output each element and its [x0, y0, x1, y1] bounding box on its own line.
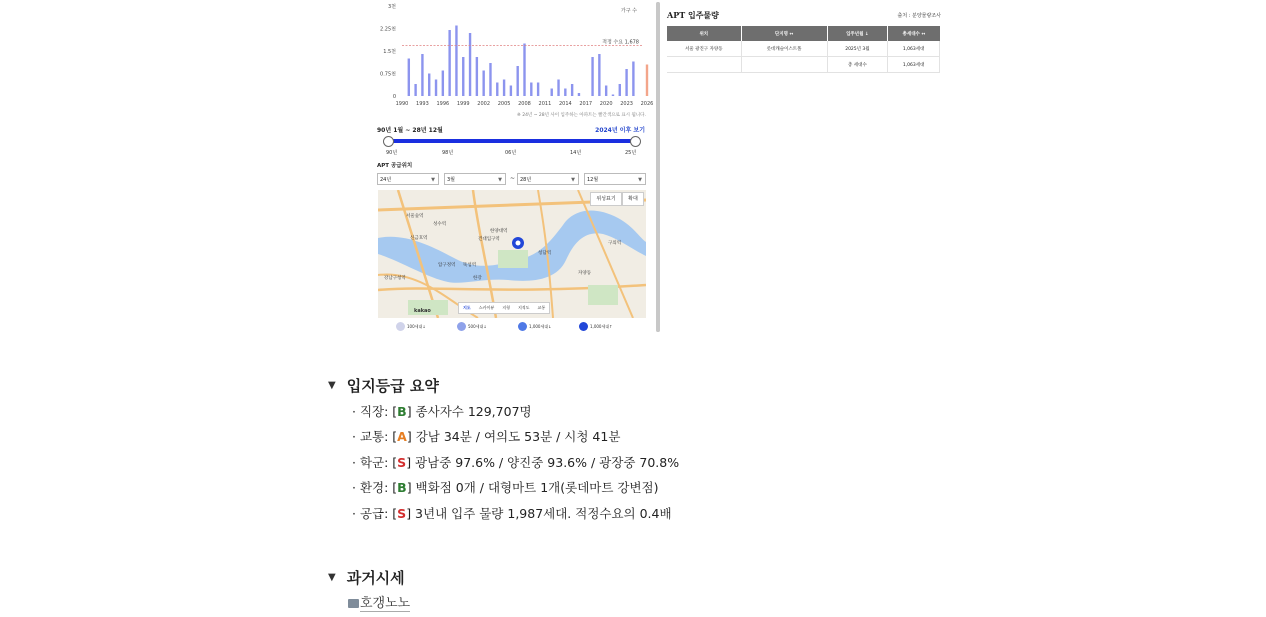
apt-supply-table	[667, 26, 940, 73]
folder-icon	[348, 599, 359, 608]
table-cell	[741, 57, 827, 73]
to-month-value: 12월	[587, 177, 599, 183]
legend-item	[396, 322, 426, 331]
slider-handle-end[interactable]	[630, 136, 641, 147]
bar	[557, 80, 559, 97]
bar	[428, 74, 430, 97]
map-place: 청담역	[538, 251, 552, 256]
bar	[408, 59, 410, 97]
reference-line-label: 적정 수요 1,678	[602, 39, 639, 46]
bar	[435, 80, 437, 97]
bar	[605, 86, 607, 97]
range-tick: 90년	[386, 150, 398, 156]
summary-title: 입지등급 요약	[346, 377, 439, 395]
bar	[612, 95, 614, 97]
summary-prefix: · 교통: [	[352, 429, 398, 444]
bar	[598, 54, 600, 96]
supply-map[interactable]	[378, 190, 646, 318]
table-cell	[667, 57, 741, 73]
map-place: 뚝섬역	[463, 263, 477, 268]
zoom-button[interactable]: 확대	[622, 192, 644, 206]
grade-badge: A	[397, 429, 407, 444]
map-place: 서울숲역	[406, 214, 424, 219]
table-cell: 서울 광진구 자양동	[667, 41, 741, 57]
bar	[578, 93, 580, 96]
to-year-value: 28년	[520, 177, 532, 183]
bar	[523, 44, 525, 97]
hogangnono-link[interactable]	[348, 592, 410, 612]
chevron-down-icon: ▼	[431, 177, 435, 183]
summary-item-work	[352, 402, 532, 420]
x-tick-label: 2026	[640, 101, 654, 107]
summary-section-toggle[interactable]	[328, 375, 439, 396]
legend-label: 1,000세대↑	[590, 323, 613, 329]
supply-bar-chart	[372, 0, 662, 120]
past-price-title: 과거시세	[346, 569, 405, 587]
table-cell: 총 세대수	[827, 57, 888, 73]
tab-traffic[interactable]: 교통	[537, 305, 546, 310]
chevron-down-icon: ▼	[498, 177, 502, 183]
map-place: 강남구청역	[384, 276, 406, 281]
table-row	[667, 41, 940, 57]
y-tick-label: 2.25천	[380, 26, 396, 33]
map-place: 자양동	[578, 271, 592, 276]
x-tick-label: 2005	[497, 101, 511, 107]
past-price-section-toggle[interactable]	[328, 567, 405, 588]
x-tick-label: 2023	[620, 101, 633, 107]
bar	[469, 33, 471, 96]
map-marker-icon	[457, 322, 466, 331]
range-label: 90년 1월 ~ 28년 12월	[377, 127, 443, 134]
from-year-value: 24년	[380, 177, 392, 183]
panel-scrollbar[interactable]	[656, 2, 660, 332]
summary-prefix: · 학군: [	[352, 455, 398, 470]
map-type-tabs	[458, 302, 550, 314]
summary-prefix: · 공급: [	[352, 506, 398, 521]
x-tick-label: 2014	[558, 101, 572, 107]
grade-badge: B	[397, 404, 407, 419]
supply-location-label: APT 공급위치	[377, 163, 413, 169]
legend-label: 100세대↓	[407, 323, 426, 329]
table-row	[667, 57, 940, 73]
year-range-slider[interactable]	[387, 139, 637, 143]
map-marker-icon	[579, 322, 588, 331]
bar	[625, 69, 627, 96]
x-tick-label: 1993	[416, 101, 429, 107]
tab-terrain[interactable]: 지형	[502, 305, 510, 310]
bar	[414, 84, 416, 96]
bar	[482, 71, 484, 97]
summary-text: ] 강남 34분 / 여의도 53분 / 시청 41분	[406, 429, 621, 444]
range-tick: 14년	[570, 150, 582, 156]
summary-item-transport	[352, 427, 620, 445]
apt-source: 출처 : 분양물량조사	[897, 13, 941, 19]
bar	[462, 57, 464, 96]
map-place: 구의역	[608, 241, 622, 246]
col-households[interactable]: 총세대수 ↔	[888, 26, 940, 41]
chevron-down-icon: ▼	[638, 177, 642, 183]
summary-item-school	[352, 453, 679, 471]
grade-badge: S	[397, 506, 407, 521]
bar	[455, 26, 457, 97]
y-tick-label: 0	[392, 94, 396, 100]
legend-label: 500세대↓	[468, 323, 487, 329]
grade-badge: B	[397, 480, 407, 495]
from-month-value: 3월	[447, 177, 456, 183]
bar	[476, 57, 478, 96]
range-tilde: ~	[510, 175, 516, 182]
table-cell: 1,063세대	[888, 41, 940, 57]
legend-item	[579, 322, 613, 331]
x-tick-label: 1990	[395, 101, 409, 107]
bar	[448, 30, 450, 96]
x-tick-label: 1996	[436, 101, 450, 107]
col-complex[interactable]: 단지명 ↔	[741, 26, 827, 41]
col-move-in[interactable]: 입주년월 ↓	[827, 26, 888, 41]
tab-skyview[interactable]: 스카이뷰	[478, 305, 495, 310]
x-tick-label: 2002	[477, 101, 491, 107]
legend-label: 1,000세대↓	[529, 323, 552, 329]
from-year-select[interactable]	[377, 173, 439, 185]
range-tick: 25년	[625, 150, 637, 156]
x-tick-label: 1999	[456, 101, 470, 107]
tab-cadastral[interactable]: 지적도	[517, 305, 530, 310]
map-canvas	[378, 190, 646, 318]
bar	[510, 86, 512, 97]
bar	[530, 83, 532, 97]
bar	[503, 80, 505, 97]
summary-text: ] 종사자수 129,707명	[406, 404, 532, 419]
summary-prefix: · 직장: [	[352, 404, 398, 419]
bar	[537, 83, 539, 97]
map-place: 신금호역	[410, 236, 428, 241]
view-after-2024-link[interactable]: 2024년 이후 보기	[595, 127, 645, 134]
x-tick-label: 2020	[599, 101, 613, 107]
bar	[496, 83, 498, 97]
map-place: 압구정역	[438, 263, 456, 268]
map-place: 건대입구역	[478, 237, 500, 242]
summary-text: ] 3년내 입주 물량 1,987세대. 적정수요의 0.4배	[406, 506, 672, 521]
chart-note: ※ 24년 ~ 28년 사이 입주하는 아파트는 빨간색으로 표시 됩니다.	[517, 113, 646, 118]
y-tick-label: 3천	[387, 4, 396, 10]
summary-item-environment	[352, 478, 659, 496]
x-tick-label: 2008	[518, 101, 531, 107]
legend-item	[457, 322, 487, 331]
table-cell: 2025년 3월	[827, 41, 888, 57]
bar	[619, 84, 621, 96]
tab-map[interactable]: 지도	[463, 305, 471, 310]
bar	[564, 89, 566, 97]
triangle-down-icon[interactable]: ▼	[328, 380, 336, 391]
bar	[551, 89, 553, 97]
col-location: 위치	[667, 26, 741, 41]
map-place: 한양대역	[490, 229, 508, 234]
y-tick-label: 0.75천	[380, 71, 396, 78]
table-cell: 롯데캐슬이스트폴	[741, 41, 827, 57]
map-marker-icon	[396, 322, 405, 331]
bar	[646, 65, 648, 97]
series-label: 가구 수	[620, 8, 637, 14]
range-tick: 06년	[505, 150, 517, 156]
bar	[571, 84, 573, 96]
to-month-select[interactable]	[584, 173, 646, 185]
summary-text: ] 백화점 0개 / 대형마트 1개(롯데마트 강변점)	[406, 480, 659, 495]
x-tick-label: 2011	[538, 101, 552, 107]
from-month-select[interactable]	[444, 173, 506, 185]
x-tick-label: 2017	[579, 101, 593, 107]
table-cell: 1,063세대	[888, 57, 940, 73]
apt-supply-title: APT 입주물량	[667, 10, 719, 20]
bar	[442, 71, 444, 97]
map-place: 한강	[473, 276, 482, 281]
summary-prefix: · 환경: [	[352, 480, 398, 495]
bar	[591, 57, 593, 96]
map-place: 성수역	[433, 222, 447, 227]
bar	[632, 62, 634, 97]
legend-item	[518, 322, 552, 331]
chevron-down-icon: ▼	[571, 177, 575, 183]
satellite-button[interactable]: 위성표기	[590, 192, 622, 206]
summary-text: ] 광남중 97.6% / 양진중 93.6% / 광장중 70.8%	[406, 455, 680, 470]
range-tick: 98년	[442, 150, 454, 156]
map-marker-icon	[518, 322, 527, 331]
grade-badge: S	[397, 455, 407, 470]
summary-item-supply	[352, 504, 672, 522]
to-year-select[interactable]	[517, 173, 579, 185]
kakao-logo: kakao	[414, 308, 431, 314]
bar	[516, 66, 518, 96]
slider-handle-start[interactable]	[383, 136, 394, 147]
y-tick-label: 1.5천	[383, 49, 396, 55]
bar	[489, 63, 491, 96]
bar	[421, 54, 423, 96]
hogangnono-link-label[interactable]: 호갱노노	[360, 592, 410, 612]
triangle-down-icon[interactable]: ▼	[328, 572, 336, 583]
